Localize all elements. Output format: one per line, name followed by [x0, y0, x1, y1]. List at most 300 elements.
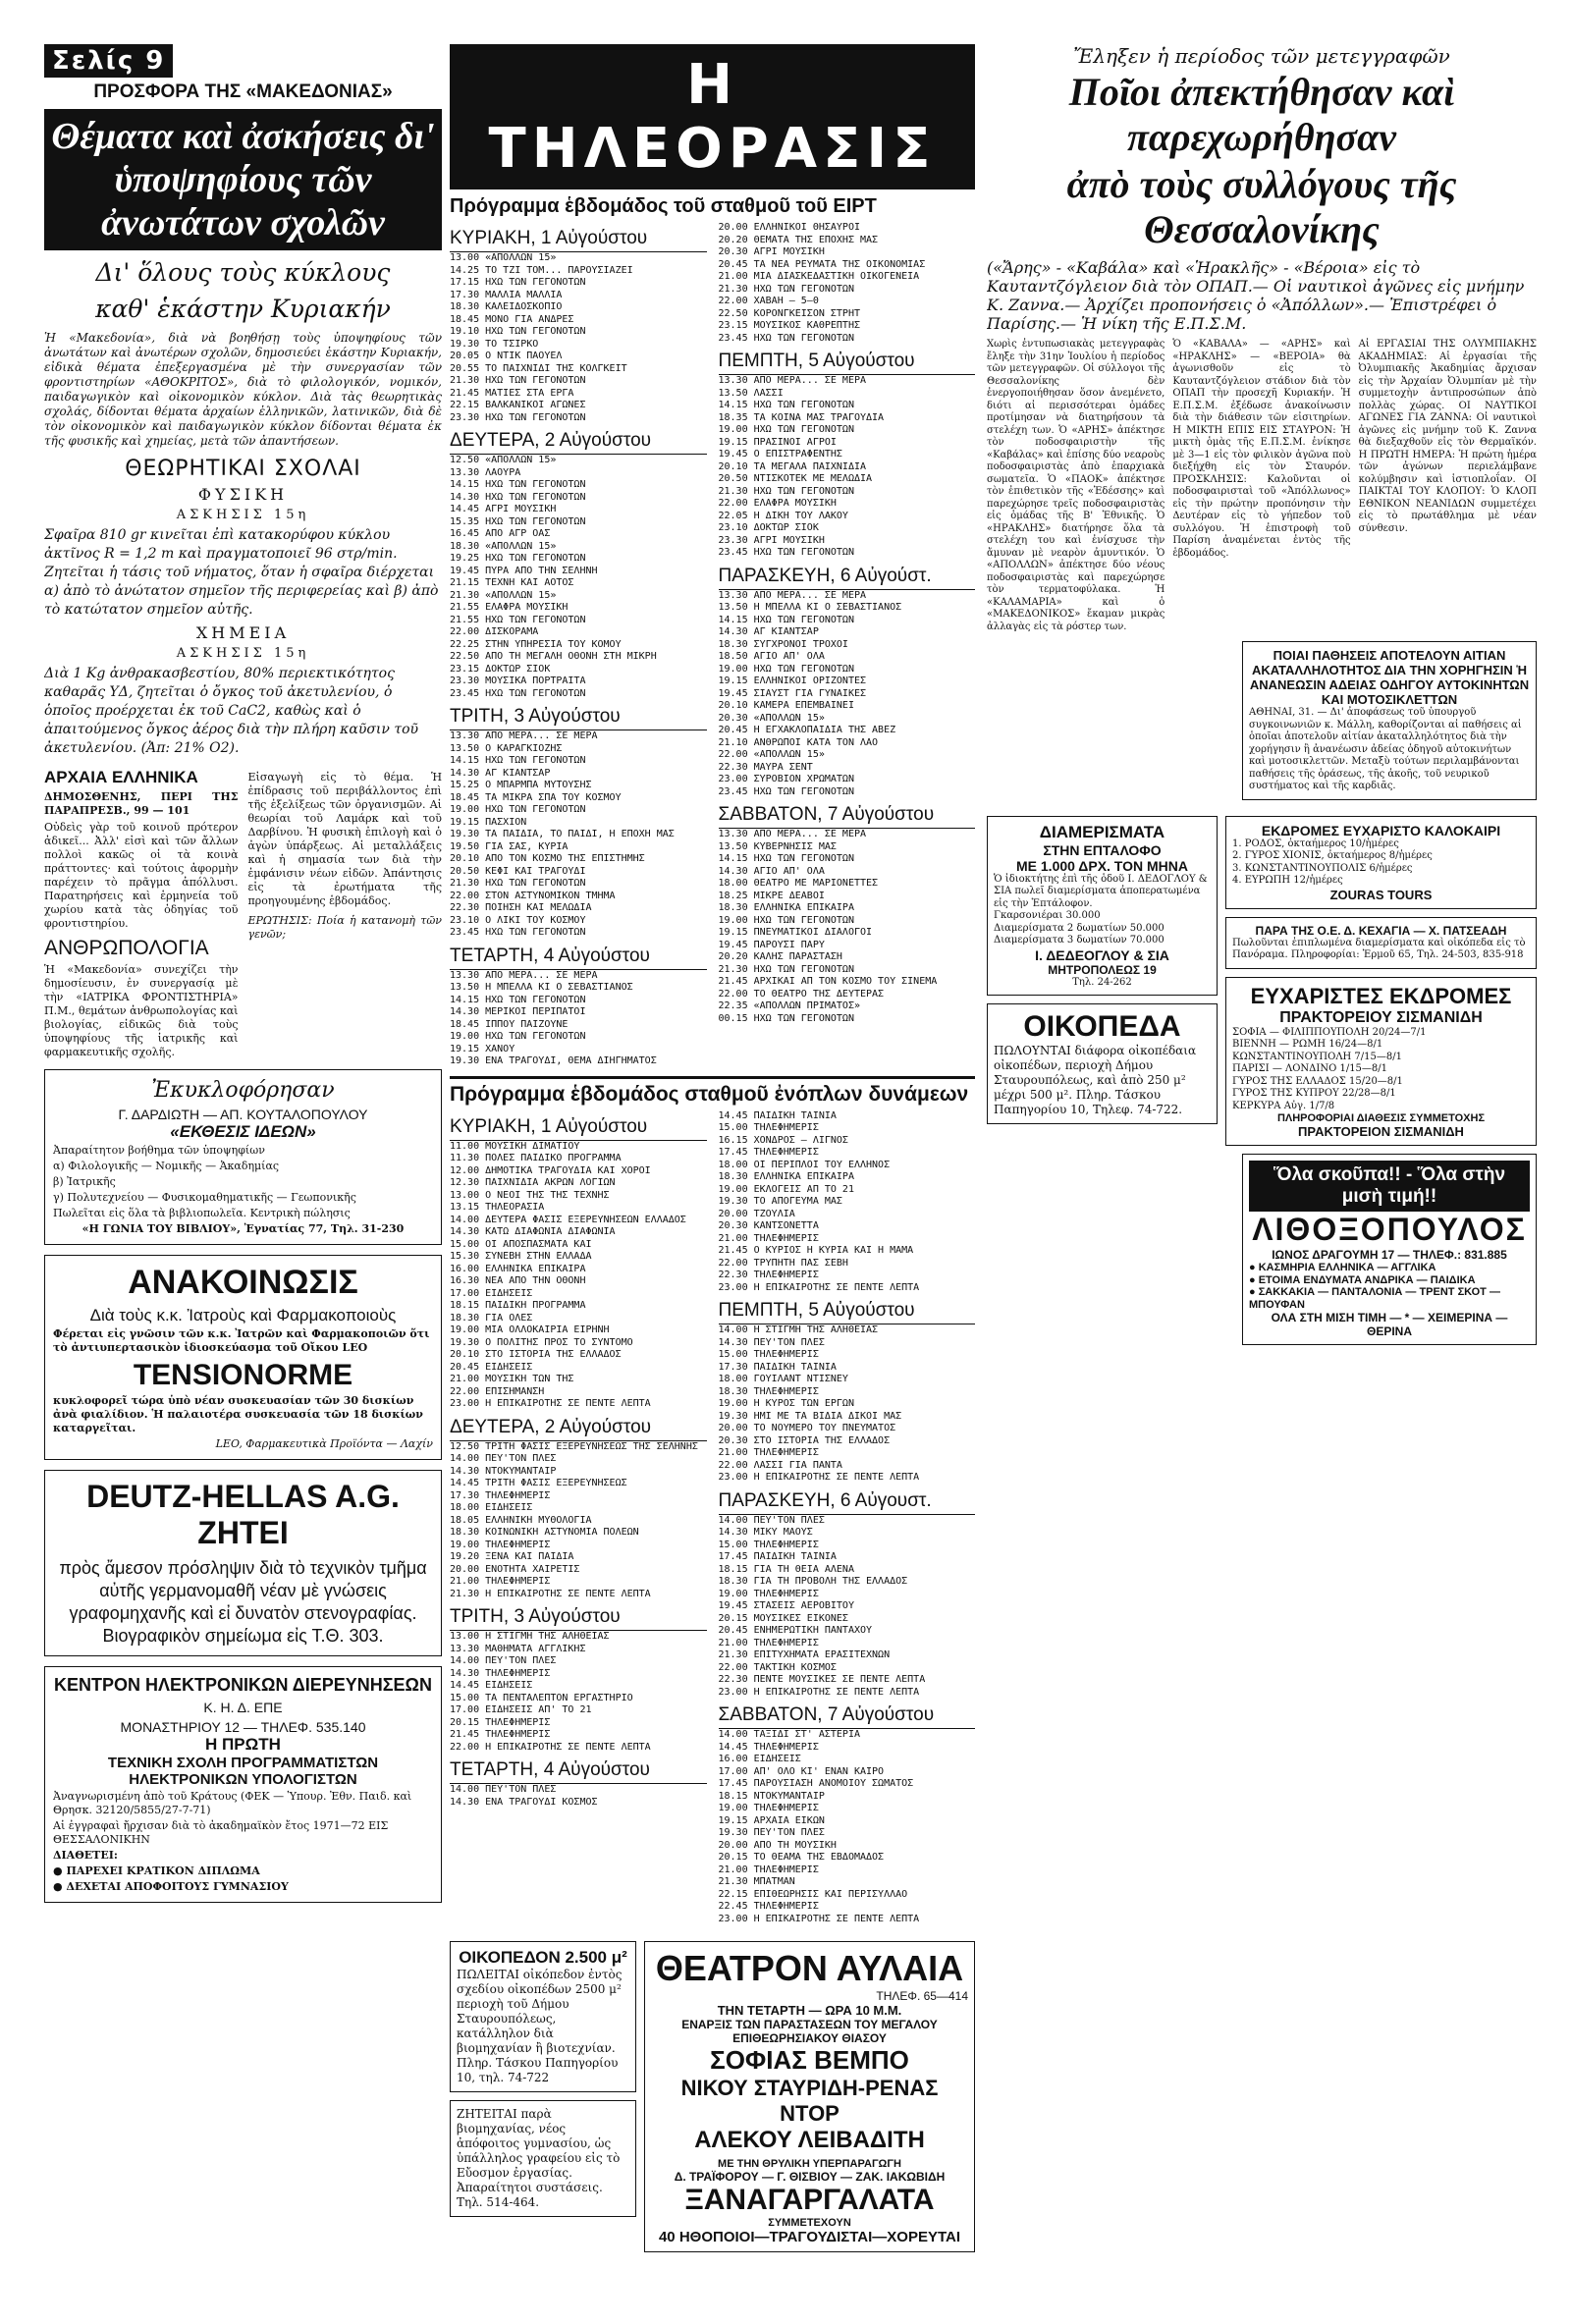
schedule-item: 20.00 ΕΛΛΗΝΙΚΟΙ ΘΗΣΑΥΡΟΙ [718, 222, 860, 233]
schedule-item: 22.00 ΣΤΟΝ ΑΣΤΥΝΟΜΙΚΟΝ ΤΜΗΜΑ [450, 890, 616, 901]
sismanidis-row: ΒΙΕΝΝΗ — ΡΩΜΗ 16/24—8/1 [1232, 1039, 1383, 1050]
schedule-item: 22.00 ΧΑΒΑΗ — 5—0 [718, 296, 819, 306]
book-ad-line: γ) Πολυτεχνείου — Φυσικομαθηματικῆς — Γεωπονικῆς [53, 1191, 356, 1204]
lithox-top: Ὅλα σκοῦπα!! - Ὅλα στὴν μισὴ τιμή!! [1249, 1161, 1530, 1212]
schedule-item: 13.00 «ΑΠΟΛΛΩΝ 15» [450, 252, 557, 263]
schedule-item: 18.30 «ΑΠΟΛΛΩΝ 15» [450, 540, 557, 552]
schedule-item: 13.00 Ο ΝΕΟΙ ΤΗΣ ΤΗΣ ΤΕΧΝΗΣ [450, 1189, 610, 1201]
sismanidis-row: ΚΩΝΣΤΑΝΤΙΝΟΥΠΟΛΗ 7/15—8/1 [1232, 1051, 1402, 1062]
schedule-item: 20.45 ΕΝΗΜΕΡΩΤΙΚΗ ΠΑΝΤΑΧΟΥ [718, 1625, 873, 1636]
schedule-item: 21.00 ΜΟΥΣΙΚΗ ΤΩΝ ΤΗΣ [450, 1374, 574, 1384]
schedule-item: 22.00 ΕΛΑΦΡΑ ΜΟΥΣΙΚΗ [718, 498, 837, 509]
schedule-item: 22.05 Η ΔΙΚΗ ΤΟΥ ΛΑΚΟΥ [718, 510, 848, 521]
deutz-seeks: ΖΗΤΕΙ [197, 1515, 289, 1550]
book-ad-title: Ἐκυκλοφόρησαν [151, 1078, 335, 1103]
schedule-item: 19.30 ΗΜΙ ΜΕ ΤΑ ΒΙΔΙΑ ΔΙΚΟΙ ΜΑΣ [718, 1410, 902, 1422]
book-ad-line: Ἀπαραίτητον βοήθημα τῶν ὑποψηφίων [53, 1144, 265, 1157]
eirt-schedule [450, 222, 975, 1068]
schedule-item: 14.30 ΕΝΑ ΤΡΑΓΟΥΔΙ ΚΟΣΜΟΣ [450, 1796, 598, 1808]
schedule-item: 14.30 ΑΓΙΟ ΑΠ' ΟΛΑ [718, 865, 825, 877]
schedule-item: 22.30 ΠΟΙΗΣΗ ΚΑΙ ΜΕΛΩΔΙΑ [450, 902, 592, 913]
left-column [44, 44, 442, 2283]
schedule-item: 16.00 ΕΙΔΗΣΕΙΣ [718, 1754, 801, 1764]
anthropology-question: ΕΡΩΤΗΣΙΣ: Ποία ἡ κατανομὴ τῶν γενῶν; [247, 914, 442, 941]
notice-sub: Διὰ τοὺς κ.κ. Ἰατροὺς καὶ Φαρμακοποιοὺς [89, 1306, 397, 1324]
notice-ad [44, 1255, 442, 1460]
schedule-item: 22.25 ΣΤΗΝ ΥΠΗΡΕΣΙΑ ΤΟΥ ΚΟΜΟΥ [450, 638, 622, 650]
schedule-item: 22.00 ΛΑΣΣΙ ΓΙΑ ΠΑΝΤΑ [718, 1459, 842, 1471]
col3-right-ads [1225, 808, 1537, 1147]
schedule-item: 19.45 ΠΥΡΑ ΑΠΟ ΤΗΝ ΣΕΛΗΝΗ [450, 565, 598, 576]
schedule-item: 19.15 ΕΛΛΗΝΙΚΟΙ ΟΡΙΖΟΝΤΕΣ [718, 676, 867, 686]
schedule-item: 20.20 ΘΕΜΑΤΑ ΤΗΣ ΕΠΟΧΗΣ ΜΑΣ [718, 234, 879, 245]
schedule-item: 19.30 Ο ΠΟΛΙΤΗΣ ΠΡΟΣ ΤΟ ΣΥΝΤΟΜΟ [450, 1336, 633, 1348]
schedule-item: 20.00 ΑΠΟ ΤΗ ΜΟΥΣΙΚΗ [718, 1839, 837, 1851]
trips-ad [1225, 816, 1537, 909]
schedule-item: 19.00 ΗΧΩ ΤΩΝ ΓΕΓΟΝΟΤΩΝ [718, 914, 854, 926]
transfers-body [987, 339, 1537, 633]
schedule-item: 18.00 ΟΙ ΠΕΡΙΠΛΟΙ ΤΟΥ ΕΛΛΗΝΟΣ [718, 1159, 891, 1170]
plot-ad [450, 1941, 636, 2092]
schedule-item: 15.00 ΤΗΛΕΦΗΜΕΡΙΣ [718, 1539, 819, 1550]
schedule-item: 12.50 «ΑΠΟΛΛΩΝ 15» [450, 455, 557, 465]
schedule-day: ΠΑΡΑΣΚΕΥΗ, 6 Αὐγουστ. [719, 1490, 976, 1515]
schedule-item: 20.55 ΤΟ ΠΑΙΧΝΙΔΙ ΤΗΣ ΚΟΛΓΚΕΙΤ [450, 362, 627, 374]
transfers-sub: («Ἄρης» - «Καβάλα» καὶ «Ἡρακλῆς» - «Βέροια» εἰς τὸ Καυταντζόγλειον διὰ τὸν ΟΠΑΠ.— Οἱ ναυτικοὶ ἀγῶνες εἰς μνήμην Κ. Ζαννα.— Ἀρχίζει προπονήσεις ὁ «Ἀπόλλων».— Ἐπιστρέφει ὁ Παρίσης.— Ἡ νίκη τῆς Ε.Π.Σ.Μ. [987, 258, 1525, 333]
schedule-item: 18.45 ΤΑ ΜΙΚΡΑ ΣΠΑ ΤΟΥ ΚΟΣΜΟΥ [450, 791, 622, 803]
theatre-star2: ΝΙΚΟΥ ΣΤΑΥΡΙΔΗ-ΡΕΝΑΣ ΝΤΟΡ [680, 2076, 939, 2126]
schedule-item: 23.00 Η ΕΠΙΚΑΙΡΟΤΗΣ ΣΕ ΠΕΝΤΕ ΛΕΠΤΑ [718, 1686, 920, 1698]
schedule-item: 20.45 Η ΕΓΧΑΚΛΟΠΑΙΔΙΑ ΤΗΣ ΑΒΕΖ [718, 725, 896, 735]
physics-exercise-title: ΑΣΚΗΣΙΣ 15η [176, 508, 310, 522]
schedule-item: 15.35 ΗΧΩ ΤΩΝ ΓΕΓΟΝΟΤΩΝ [450, 515, 586, 527]
trips-row: 1. ΡΟΔΟΣ, ὀκταήμερος 10/ἡμέρες [1232, 838, 1399, 849]
transfers-col-2: Ὁ «ΚΑΒΑΛΑ» — «ΑΡΗΣ» καὶ «ΗΡΑΚΛΗΣ» — «ΒΕΡΟΙΑ» θὰ ἀγωνισθοῦν εἰς τὸ Καυταντζόγλειον στάδιον διὰ τὸν ΟΠΑΠ τὴν προσεχῆ Κυριακήν. Ἡ Ε.Π.Σ.Μ. ἐξέδωσε ἀνακοίνωσιν διὰ τὴν διάθεσιν τῶν εἰσιτηρίων. Η ΜΙΚΤΗ ΕΠΙΣ ΕΙΣ ΣΤΑΥΡΟΝ: Ἡ μικτὴ ὁμὰς τῆς Ε.Π.Σ.Μ. ἐνίκησε μὲ 3—1 εἰς τὸν φιλικὸν ἀγῶνα ποὺ διεξήχθη εἰς τὸν Σταυρόν. ΠΡΟΣΚΛΗΣΙΣ: Καλοῦνται οἱ ποδοσφαιρισταὶ τοῦ «Ἀπόλλωνος» εἰς τὴν πρώτην προπόνησιν τὴν Δευτέραν εἰς τὸ γήπεδον τοῦ συλλόγου. Ἡ ἐπιστροφὴ τοῦ Παρίση ἀναμένεται ἐντὸς τῆς ἑβδομάδος. [1172, 339, 1351, 559]
schedule-item: 16.00 ΕΛΛΗΝΙΚΑ ΕΠΙΚΑΙΡΑ [450, 1263, 586, 1274]
schedule-item: 13.50 Ο ΚΑΡΑΓΚΙΟΖΗΣ [450, 742, 563, 754]
schedule-item: 18.30 ΚΟΙΝΩΝΙΚΗ ΑΣΤΥΝΟΜΙΑ ΠΟΛΕΩΝ [450, 1527, 639, 1538]
schedule-item: 21.00 ΜΙΑ ΔΙΑΣΚΕΔΑΣΤΙΚΗ ΟΙΚΟΓΕΝΕΙΑ [718, 271, 920, 282]
schedule-item: 12.30 ΠΑΙΧΝΙΔΙΑ ΑΚΡΩΝ ΛΟΓΙΩΝ [450, 1177, 616, 1188]
schedule-item: 23.10 Ο ΛΙΚΙ ΤΟΥ ΚΟΣΜΟΥ [450, 914, 586, 926]
schedule-item: 17.30 ΤΗΛΕΦΗΜΕΡΙΣ [450, 1489, 551, 1501]
schedule-item: 19.15 ΑΡΧΑΙΑ ΕΙΚΩΝ [718, 1814, 825, 1826]
theatre-start: ΕΝΑΡΞΙΣ ΤΩΝ ΠΑΡΑΣΤΑΣΕΩΝ ΤΟΥ ΜΕΓΑΛΟΥ ΕΠΙΘΕΩΡΗΣΙΑΚΟΥ ΘΙΑΣΟΥ [681, 2018, 938, 2045]
schedule-item: 19.25 ΗΧΩ ΤΩΝ ΓΕΓΟΝΟΤΩΝ [450, 553, 586, 564]
schedule-item: 19.30 ΤΑ ΠΑΙΔΙΑ, ΤΟ ΠΑΙΔΙ, Η ΕΠΟΧΗ ΜΑΣ [450, 829, 675, 839]
schedule-item: 00.15 ΗΧΩ ΤΩΝ ΓΕΓΟΝΟΤΩΝ [718, 1012, 854, 1024]
schedule-item: 22.00 ΤΑΚΤΙΚΗ ΚΟΣΜΟΣ [718, 1661, 837, 1673]
transfers-col-1: Χωρὶς ἐντυπωσιακὰς μετεγγραφὰς ἔληξε τὴν 31ην Ἰουλίου ἡ περίοδος τῶν μετεγγραφῶν. Οἱ σύλλογοι τῆς Θεσσαλονίκης δὲν ἐνεργοποιήθησαν ὅσον ἀνεμένετο, διότι αἱ περισσότεραι ὁμάδες προτίμησαν νὰ διατηρήσουν τὰ στελέχη των. Ὁ «ΑΡΗΣ» ἀπέκτησε τὸν ποδοσφαιριστὴν τῆς «Καβάλας» καὶ ἐπίσης δύο νεαροὺς ποδοσφαιριστὰς ἀπὸ ἐπαρχιακὰ σωματεῖα. Ὁ «ΠΑΟΚ» ἀπέκτησε τὸν ἐπιθετικὸν τῆς «Ἐδέσσης» καὶ παρεχώρησε τρεῖς ποδοσφαιριστὰς εἰς ὁμάδας τῆς Β' Ἐθνικῆς. Ὁ «ΗΡΑΚΛΗΣ» διατήρησε ὅλα τὰ στελέχη του καὶ ἐνίσχυσε τὴν ἄμυναν μὲ νεαρὸν ἀμυντικόν. Ὁ «ΑΠΟΛΛΩΝ» ἀπέκτησε δύο νέους ποδοσφαιριστὰς καὶ παρεχώρησε τὸν τερματοφύλακα. Ἡ «ΚΑΛΑΜΑΡΙΑ» καὶ ὁ «ΜΑΚΕΔΟΝΙΚΟΣ» ἔκαμαν μικρὰς ἀλλαγὰς εἰς τὰ ρόστερ των. [987, 339, 1165, 632]
schedule-item: 21.00 ΤΗΛΕΦΗΜΕΡΙΣ [718, 1637, 819, 1648]
transfers-headline-2: ἀπὸ τοὺς συλλόγους τῆς Θεσσαλονίκης [1066, 162, 1457, 251]
theatre-star3: ΑΛΕΚΟΥ ΛΕΙΒΑΔΙΤΗ [694, 2127, 925, 2153]
sismanidis-row: ΓΥΡΟΣ ΤΗΣ ΕΛΛΑΔΟΣ 15/20—8/1 [1232, 1075, 1403, 1087]
schedule-item: 20.05 Ο ΝΤΙΚ ΠΑΟΥΕΛ [450, 351, 563, 361]
schedule-item: 14.15 ΗΧΩ ΤΩΝ ΓΕΓΟΝΟΤΩΝ [718, 614, 854, 625]
notice-signature: LEO, Φαρμακευτικὰ Προϊόντα — Λαχίν [215, 1437, 433, 1450]
schedule-item: 14.45 ΠΑΙΔΙΚΗ ΤΑΙΝΙΑ [718, 1109, 837, 1121]
apartments-tel: Τηλ. 24-262 [1072, 976, 1132, 988]
schedule-item: 16.30 ΝΕΑ ΑΠΟ ΤΗΝ ΟΘΟΝΗ [450, 1275, 586, 1286]
sismanidis-ad [1225, 977, 1537, 1147]
schedule-item: 14.30 ΤΗΛΕΦΗΜΕΡΙΣ [450, 1667, 551, 1679]
schedule-item: 14.00 ΔΕΥΤΕΡΑ ΦΑΣΙΣ ΕΞΕΡΕΥΝΗΣΕΩΝ ΕΛΛΑΔΟΣ [450, 1214, 686, 1225]
schedule-item: 14.15 ΗΧΩ ΤΩΝ ΓΕΓΟΝΟΤΩΝ [718, 400, 854, 410]
ancient-greek-sub: ΔΗΜΟΣΘΕΝΗΣ, ΠΕΡΙ ΤΗΣ ΠΑΡΑΠΡΕΣΒ., 99 — 101 [44, 790, 239, 817]
notice-text2: κυκλοφορεῖ τώρα ὑπὸ νέαν συσκευασίαν τῶν 30 δισκίων ἀνὰ φιαλίδιον. Ἡ παλαιοτέρα συσκευασία τῶν 18 δισκίων καταργεῖται. [53, 1394, 423, 1434]
schedule-item: 20.00 ΤΟ ΝΟΥΜΕΡΟ ΤΟΥ ΠΝΕΥΜΑΤΟΣ [718, 1423, 896, 1433]
schedule-item: 20.15 ΜΟΥΣΙΚΕΣ ΕΙΚΟΝΕΣ [718, 1612, 848, 1624]
schedule-item: 23.30 ΜΟΥΣΙΚΑ ΠΟΡΤΡΑΙΤΑ [450, 676, 586, 686]
schedule-item: 22.00 Η ΕΠΙΚΑΙΡΟΤΗΣ ΣΕ ΠΕΝΤΕ ΛΕΠΤΑ [450, 1741, 651, 1753]
schedule-item: 14.00 ΠΕΥ'ΤΟΝ ΠΛΕΣ [450, 1453, 557, 1464]
schedule-item: 13.30 ΜΑΘΗΜΑΤΑ ΑΓΓΛΙΚΗΣ [450, 1643, 586, 1654]
book-ad-line: α) Φιλολογικῆς — Νομικῆς — Ἀκαδημίας [53, 1160, 280, 1172]
schedule-item: 23.00 Η ΕΠΙΚΑΙΡΟΤΗΣ ΣΕ ΠΕΝΤΕ ΛΕΠΤΑ [450, 1398, 651, 1409]
schedule-item: 14.45 ΕΙΔΗΣΕΙΣ [450, 1680, 533, 1691]
schedule-item: 21.30 ΜΠΑΤΜΑΝ [718, 1876, 795, 1887]
exams-sub1: Δι' ὅλους τοὺς κύκλους [95, 258, 391, 287]
schedule-item: 22.00 ΕΠΙΣΗΜΑΝΣΗ [450, 1385, 545, 1397]
schedule-item: 14.30 ΑΓ ΚΙΑΝΤΣΑΡ [450, 767, 551, 779]
schedule-item: 14.00 ΤΑΞΙΔΙ ΣΤ' ΑΣΤΕΡΙΑ [718, 1729, 860, 1740]
schedule-day: ΠΕΜΠΤΗ, 5 Αὐγούστου [719, 351, 976, 375]
schedule-item: 19.00 ΗΧΩ ΤΩΝ ΓΕΓΟΝΟΤΩΝ [450, 1031, 586, 1042]
col2-left-ads [450, 1933, 636, 2252]
sismanidis-title: ΕΥΧΑΡΙΣΤΕΣ ΕΚΔΡΟΜΕΣ [1250, 983, 1512, 1008]
col2-ads [450, 1933, 975, 2252]
schedule-item: 14.30 ΜΙΚΥ ΜΑΟΥΣ [718, 1527, 813, 1538]
theatre-title: ΘΕΑΤΡΟΝ ΑΥΛΑΙΑ [655, 1948, 964, 1988]
schedule-item: 23.30 ΑΓΡΙ ΜΟΥΣΙΚΗ [718, 534, 825, 546]
lithox-bottom: ΟΛΑ ΣΤΗ ΜΙΣΗ ΤΙΜΗ — * — ΧΕΙΜΕΡΙΝΑ — ΘΕΡΙΝΑ [1271, 1311, 1508, 1338]
lithox-bullet: ● ΣΑΚΚΑΚΙΑ — ΠΑΝΤΑΛΟΝΙΑ — ΤΡΕΝΤ ΣΚΟΤ — ΜΠΟΥΦΑΝ [1249, 1286, 1500, 1311]
schedule-item: 14.25 ΤΟ ΤΖΙ ΤΟΜ... ΠΑΡΟΥΣΙΑΖΕΙ [450, 264, 633, 276]
schedule-item: 17.45 ΠΑΙΔΙΚΗ ΤΑΙΝΙΑ [718, 1551, 837, 1562]
sismanidis-firm: ΠΡΑΚΤΟΡΕΙΟΝ ΣΙΣΜΑΝΙΔΗ [1298, 1124, 1464, 1139]
schedule-item: 19.00 ΗΧΩ ΤΩΝ ΓΕΓΟΝΟΤΩΝ [718, 663, 854, 675]
schedule-item: 13.30 ΑΠΟ ΜΕΡΑ... ΣΕ ΜΕΡΑ [718, 589, 867, 601]
schedule-item: 14.30 ΜΕΡΙΚΟΙ ΠΕΡΙΠΑΤΟΙ [450, 1006, 586, 1017]
schedule-item: 21.10 ΑΝΘΡΩΠΟΙ ΚΑΤΑ ΤΟΝ ΛΑΟ [718, 736, 879, 748]
apartments-firm: Ι. ΔΕΔΕΟΓΛΟΥ & ΣΙΑ [1035, 946, 1169, 963]
schedule-item: 22.50 ΑΠΟ ΤΗ ΜΕΓΑΛΗ ΟΘΟΝΗ ΣΤΗ ΜΙΚΡΗ [450, 651, 657, 662]
trips-org: ZOURAS TOURS [1329, 887, 1433, 902]
exams-headline: Θέματα καὶ ἀσκήσεις δι' ὑποψηφίους τῶν ἀνωτάτων σχολῶν [44, 109, 442, 250]
schedule-item: 17.00 ΕΙΔΗΣΕΙΣ ΑΠ' ΤΟ 21 [450, 1704, 592, 1715]
sismanidis-row: ΠΑΡΙΣΙ — ΛΟΝΔΙΝΟ 1/15—8/1 [1232, 1063, 1388, 1074]
plot-info: Πληρ. Τάσκου Παπηγορίου 10, τηλ. 74-722 [457, 2056, 619, 2084]
eirt-schedule-left [450, 222, 707, 1068]
schedule-item: 21.00 ΤΗΛΕΦΗΜΕΡΙΣ [718, 1864, 819, 1875]
lots-ad [987, 1003, 1218, 1124]
sismanidis-row: ΣΟΦΙΑ — ΦΙΛΙΠΠΟΥΠΟΛΗ 20/24—7/1 [1232, 1026, 1427, 1038]
lots-text: ΠΩΛΟΥΝΤΑΙ διάφορα οἰκοπέδαια οἰκοπέδων, περιοχὴ Δήμου Σταυρουπόλεως, καὶ ἀπὸ 250 μ² μέχρι 500 μ². Πληρ. Τάσκου Παπηγορίου 10, Τηλεφ. 74-722. [994, 1044, 1197, 1116]
eirt-schedule-right [719, 222, 976, 1068]
schedule-item: 18.05 ΕΛΛΗΝΙΚΗ ΜΥΘΟΛΟΓΙΑ [450, 1514, 592, 1526]
schedule-item: 23.00 Η ΕΠΙΚΑΙΡΟΤΗΣ ΣΕ ΠΕΝΤΕ ΛΕΠΤΑ [718, 1913, 920, 1924]
book-ad-line: «Η ΓΩΝΙΑ ΤΟΥ ΒΙΒΛΙΟΥ», Ἐγνατίας 77, Τηλ. 31-230 [81, 1222, 405, 1235]
apartments-cash: ΜΕ 1.000 ΔΡΧ. ΤΟΝ ΜΗΝΑ [1016, 857, 1188, 874]
schedule-item: 23.15 ΔΟΚΤΩΡ ΣΙΟΚ [450, 663, 551, 675]
schedule-item: 11.30 ΠΟΛΕΣ ΠΑΙΔΙΚΟ ΠΡΟΓΡΑΜΜΑ [450, 1153, 622, 1163]
schedule-item: 14.00 ΠΕΥ'ΤΟΝ ΠΛΕΣ [718, 1514, 825, 1526]
schedule-item: 14.15 ΗΧΩ ΤΩΝ ΓΕΓΟΝΟΤΩΝ [450, 479, 586, 490]
schedule-item: 21.30 «ΑΠΟΛΛΩΝ 15» [450, 589, 557, 601]
schedule-item: 19.15 ΠΝΕΥΜΑΤΙΚΟΙ ΔΙΑΛΟΓΟΙ [718, 927, 873, 938]
schedule-day: ΣΑΒΒΑΤΟΝ, 7 Αὐγούστου [719, 804, 976, 829]
computer-org: Κ. Η. Δ. ΕΠΕ [203, 1700, 283, 1715]
schedule-item: 19.45 ΣΙΑΥΣΤ ΓΙΑ ΓΥΝΑΙΚΕΣ [718, 687, 867, 699]
schedule-item: 12.50 ΤΡΙΤΗ ΦΑΣΙΣ ΕΞΕΡΕΥΝΗΣΕΩΣ ΤΗΣ ΣΕΛΗΝΗΣ [450, 1440, 698, 1452]
schedule-item: 23.45 ΗΧΩ ΤΩΝ ΓΕΓΟΝΟΤΩΝ [718, 785, 854, 797]
schedule-item: 21.30 ΗΧΩ ΤΩΝ ΓΕΓΟΝΟΤΩΝ [718, 485, 854, 497]
notice-text: Φέρεται εἰς γνῶσιν τῶν κ.κ. Ἰατρῶν καὶ Φαρμακοποιῶν ὅτι τὸ ἀντιυπερτασικὸν ἰδιοσκεύασμα τοῦ Οἴκου LEO [53, 1327, 430, 1354]
schedule-day: ΤΡΙΤΗ, 3 Αὐγούστου [450, 706, 707, 730]
schedule-item: 19.30 ΕΝΑ ΤΡΑΓΟΥΔΙ, ΘΕΜΑ ΔΙΗΓΗΜΑΤΟΣ [450, 1055, 657, 1066]
schedule-item: 20.30 ΚΑΝΤΣΟΝΕΤΤΑ [718, 1220, 819, 1231]
sismanidis-info: ΠΛΗΡΟΦΟΡΙΑΙ ΔΙΑΘΕΣΙΣ ΣΥΜΜΕΤΟΧΗΣ [1276, 1112, 1486, 1124]
army-schedule [450, 1110, 975, 1926]
schedule-item: 19.00 ΤΗΛΕΦΗΜΕΡΙΣ [718, 1588, 819, 1599]
schedule-item: 18.00 ΕΙΔΗΣΕΙΣ [450, 1502, 533, 1513]
schedule-item: 13.50 ΛΑΣΣΙ [718, 387, 784, 399]
schedule-item: 14.45 ΤΗΛΕΦΗΜΕΡΙΣ [718, 1741, 819, 1753]
schedule-item: 19.15 ΧΑΝΟΥ [450, 1043, 515, 1054]
schedule-item: 22.00 «ΑΠΟΛΛΩΝ 15» [718, 749, 825, 760]
theatre-phone: ΤΗΛΕΦ. 65—414 [876, 1989, 968, 2003]
book-ad-authors: Γ. ΔΑΡΔΙΩΤΗ — ΑΠ. ΚΟΥΤΑΛΟΠΟΥΛΟΥ [118, 1107, 368, 1122]
schedule-day: ΤΕΤΑΡΤΗ, 4 Αὐγούστου [450, 946, 707, 970]
schedule-day: ΣΑΒΒΑΤΟΝ, 7 Αὐγούστου [719, 1704, 976, 1729]
col3-ads [987, 808, 1537, 1147]
schedule-item: 19.00 ΤΗΛΕΦΗΜΕΡΙΣ [450, 1539, 551, 1550]
schedule-item: 21.30 ΕΠΙΤΥΧΗΜΑΤΑ ΕΡΑΣΙΤΕΧΝΩΝ [718, 1649, 891, 1660]
theatre-star1: ΣΟΦΙΑΣ ΒΕΜΠΟ [710, 2045, 909, 2075]
schedule-item: 15.00 ΤΗΛΕΦΗΜΕΡΙΣ [718, 1349, 819, 1360]
kechagia-ad [1225, 917, 1537, 969]
schedule-item: 14.15 ΗΧΩ ΤΩΝ ΓΕΓΟΝΟΤΩΝ [718, 853, 854, 864]
schedule-item: 22.00 ΤΟ ΘΕΑΤΡΟ ΤΗΣ ΔΕΥΤΕΡΑΣ [718, 988, 885, 1000]
schedule-item: 17.45 ΤΗΛΕΦΗΜΕΡΙΣ [718, 1147, 819, 1158]
schedule-item: 22.15 ΕΠΙΘΕΩΡΗΣΙΣ ΚΑΙ ΠΕΡΙΣΥΛΛΑΟ [718, 1888, 908, 1900]
schedule-item: 22.35 «ΑΠΟΛΛΩΝ ΠΡΙΜΑΤΟΣ» [718, 1000, 860, 1011]
schedule-item: 14.30 ΗΧΩ ΤΩΝ ΓΕΓΟΝΟΤΩΝ [450, 491, 586, 503]
transfers-kicker: Ἔληξεν ἡ περίοδος τῶν μετεγγραφῶν [1073, 44, 1450, 68]
computer-school: ΤΕΧΝΙΚΗ ΣΧΟΛΗ ΠΡΟΓΡΑΜΜΑΤΙΣΤΩΝ ΗΛΕΚΤΡΟΝΙΚΩΝ ΥΠΟΛΟΓΙΣΤΩΝ [107, 1755, 379, 1788]
schedule-item: 23.45 ΗΧΩ ΤΩΝ ΓΕΓΟΝΟΤΩΝ [450, 687, 586, 699]
schedule-item: 18.30 ΓΙΑ ΤΗ ΠΡΟΒΟΛΗ ΤΗΣ ΕΛΛΑΔΟΣ [718, 1576, 908, 1587]
schedule-item: 19.00 ΜΙΑ ΟΛΛΟΚΑΙΡΙΑ ΕΙΡΗΝΗ [450, 1324, 610, 1335]
schedule-item: 14.30 ΠΕΥ'ΤΟΝ ΠΛΕΣ [718, 1336, 825, 1348]
army-schedule-right [719, 1110, 976, 1926]
schedule-item: 18.15 ΠΑΙΔΙΚΗ ΠΡΟΓΡΑΜΜΑ [450, 1300, 586, 1311]
schedule-item: 18.45 ΙΠΠΟΥ ΠΑΙΖΟΥΝΕ [450, 1018, 569, 1030]
schedule-item: 16.15 ΧΟΝΔΡΟΣ — ΛΙΓΝΟΣ [718, 1134, 848, 1146]
schedule-item: 23.45 ΗΧΩ ΤΩΝ ΓΕΓΟΝΟΤΩΝ [718, 332, 854, 344]
schedule-item: 23.00 ΣΥΡΟΒΙΟΝ ΧΡΩΜΑΤΩΝ [718, 774, 854, 784]
trips-row: 2. ΓΥΡΟΣ ΧΙΟΝΙΣ, ὀκταήμερος 8/ἡμέρες [1232, 850, 1433, 861]
schedule-item: 21.00 ΤΗΛΕΦΗΜΕΡΙΣ [718, 1232, 819, 1244]
schedule-item: 21.30 ΗΧΩ ΤΩΝ ΓΕΓΟΝΟΤΩΝ [718, 963, 854, 975]
schedule-item: 20.20 ΚΑΛΗΣ ΠΑΡΑΣΤΑΣΗ [718, 951, 842, 962]
theatre-part: ΣΥΜΜΕΤΕΧΟΥΝ [768, 2217, 851, 2229]
schedule-item: 19.15 ΠΡΑΣΙΝΟΙ ΑΓΡΟΙ [718, 436, 837, 448]
exams-right-subcolumn [248, 768, 443, 1059]
schedule-day: ΔΕΥΤΕΡΑ, 2 Αὐγούστου [450, 430, 707, 455]
schedule-item: 21.30 ΗΧΩ ΤΩΝ ΓΕΓΟΝΟΤΩΝ [718, 283, 854, 295]
theatre-with: ΜΕ ΤΗΝ ΘΡΥΛΙΚΗ ΥΠΕΡΠΑΡΑΓΩΓΗ [718, 2158, 901, 2170]
deutz-ad [44, 1470, 442, 1656]
computer-inscriptions: Αἱ ἐγγραφαὶ ἤρχισαν διὰ τὸ ἀκαδημαϊκὸν ἔτος 1971—72 ΕΙΣ ΘΕΣΣΑΛΟΝΙΚΗΝ [53, 1819, 389, 1846]
schedule-item: 19.50 ΓΙΑ ΣΑΣ, ΚΥΡΙΑ [450, 840, 569, 852]
apartments-ad [987, 816, 1218, 997]
lithox-bullet: ● ΕΤΟΙΜΑ ΕΝΔΥΜΑΤΑ ΑΝΔΡΙΚΑ — ΠΑΙΔΙΚΑ [1249, 1273, 1476, 1286]
schedule-item: 22.00 ΔΙΣΚΟΡΑΜΑ [450, 626, 539, 637]
tv-masthead: Η ΤΗΛΕΟΡΑΣΙΣ [450, 44, 975, 189]
tv-column [450, 44, 975, 2283]
schedule-item: 23.10 ΔΟΚΤΩΡ ΣΙΟΚ [718, 522, 819, 533]
schedule-item: 17.00 ΑΠ' ΟΛΟ ΚΙ' ΕΝΑΝ ΚΑΙΡΟ [718, 1765, 885, 1777]
schedule-item: 13.30 ΑΠΟ ΜΕΡΑ... ΣΕ ΜΕΡΑ [718, 375, 867, 386]
schedule-item: 18.45 ΜΟΝΟ ΓΙΑ ΑΝΔΡΕΣ [450, 313, 574, 325]
schedule-item: 23.15 ΜΟΥΣΙΚΟΣ ΚΑΘΡΕΠΤΗΣ [718, 320, 860, 331]
book-ad-line: β) Ἰατρικῆς [53, 1175, 116, 1188]
job-text: ΖΗΤΕΙΤΑΙ παρὰ βιομηχανίας, νέος ἀπόφοιτος γυμνασίου, ὡς ὑπάλληλος γραφείου εἰς τὸ Εὔοσμον ἐργασίας. Ἀπαραίτητοι συστάσεις. Τηλ. 514-464. [457, 2107, 621, 2209]
schedule-item: 17.30 ΜΑΛΛΙΑ ΜΑΛΛΙΑ [450, 289, 563, 300]
schedule-item: 19.45 Ο ΕΠΙΣΤΡΑΦΕΝΤΗΣ [718, 449, 842, 459]
schedule-day: ΔΕΥΤΕΡΑ, 2 Αὐγούστου [450, 1417, 707, 1441]
apartments-address: ΜΗΤΡΟΠΟΛΕΩΣ 19 [1048, 962, 1157, 977]
schedule-item: 17.45 ΠΑΡΟΥΣΙΑΣΗ ΑΝΟΜΟΙΟΥ ΣΩΜΑΤΟΣ [718, 1778, 914, 1789]
schedule-item: 20.30 ΑΓΡΙ ΜΟΥΣΙΚΗ [718, 246, 825, 257]
schedule-item: 19.10 ΗΧΩ ΤΩΝ ΓΕΓΟΝΟΤΩΝ [450, 326, 586, 337]
theatre-when: ΤΗΝ ΤΕΤΑΡΤΗ — ΩΡΑ 10 Μ.Μ. [717, 2003, 902, 2018]
sismanidis-row: ΚΕΡΚΥΡΑ Αὐγ. 1/7/8 [1232, 1100, 1335, 1111]
schedule-item: 20.30 ΣΤΟ ΙΣΤΟΡΙΑ ΤΗΣ ΕΛΛΑΔΟΣ [718, 1434, 891, 1446]
theatre-show: ΞΑΝΑΓΑΡΓΑΛΑΤΑ [684, 2184, 935, 2216]
schedule-item: 13.30 ΛΑΟΥΡΑ [450, 466, 521, 478]
schedule-item: 13.50 Η ΜΠΕΛΛΑ ΚΙ Ο ΣΕΒΑΣΤΙΑΝΟΣ [718, 602, 902, 613]
schedule-item: 18.35 ΤΑ ΚΟΙΝΑ ΜΑΣ ΤΡΑΓΟΥΔΙΑ [718, 411, 885, 423]
schedule-item: 15.25 Ο ΜΠΑΡΜΠΑ ΜΥΤΟΥΣΗΣ [450, 780, 592, 790]
schedule-day: ΠΕΜΠΤΗ, 5 Αὐγούστου [719, 1300, 976, 1324]
schedule-item: 20.10 ΑΠΟ ΤΟΝ ΚΟΣΜΟ ΤΗΣ ΕΠΙΣΤΗΜΗΣ [450, 853, 645, 864]
schedule-day: ΚΥΡΙΑΚΗ, 1 Αὐγούστου [450, 228, 707, 252]
apartments-title: ΔΙΑΜΕΡΙΣΜΑΤΑ [1039, 822, 1165, 841]
exams-two-columns [44, 768, 442, 1059]
schedule-item: 23.30 ΗΧΩ ΤΩΝ ΓΕΓΟΝΟΤΩΝ [450, 411, 586, 423]
col3-left-ads [987, 808, 1218, 1147]
schedule-item: 15.00 ΤΑ ΠΕΝΤΑΛΕΠΤΟΝ ΕΡΓΑΣΤΗΡΙΟ [450, 1692, 633, 1703]
computer-diathetei: ΔΙΑΘΕΤΕΙ: [53, 1849, 118, 1862]
schedule-item: 22.30 ΠΕΝΤΕ ΜΟΥΣΙΚΕΣ ΣΕ ΠΕΝΤΕ ΛΕΠΤΑ [718, 1674, 926, 1685]
schedule-item: 18.30 ΤΗΛΕΦΗΜΕΡΙΣ [718, 1385, 819, 1397]
notice-product: TENSIONORME [133, 1359, 353, 1391]
computer-bullet: ● ΠΑΡΕΧΕΙ ΚΡΑΤΙΚΟΝ ΔΙΠΛΩΜΑ [53, 1865, 260, 1877]
theatre-writers: Δ. ΤΡΑΪΦΟΡΟΥ — Γ. ΘΙΣΒΙΟΥ — ΖΑΚ. ΙΑΚΩΒΙΔΗ [674, 2170, 946, 2184]
schedule-item: 15.30 ΣΥΝΕΒΗ ΣΤΗΝ ΕΛΛΑΔΑ [450, 1251, 592, 1262]
schedule-item: 14.45 ΤΡΙΤΗ ΦΑΣΙΣ ΕΞΕΡΕΥΝΗΣΕΩΣ [450, 1478, 627, 1488]
apartments-sub: ΣΤΗΝ ΕΠΤΑΛΟΦΟ [1043, 841, 1162, 858]
schedule-item: 21.55 ΗΧΩ ΤΩΝ ΓΕΓΟΝΟΤΩΝ [450, 614, 586, 625]
schedule-item: 13.00 Η ΣΤΙΓΜΗ ΤΗΣ ΑΛΗΘΕΙΑΣ [450, 1631, 610, 1642]
schedule-item: 18.15 ΓΙΑ ΤΗ ΘΕΙΑ ΑΛΕΝΑ [718, 1563, 854, 1575]
physics-text: Σφαῖρα 810 gr κινεῖται ἐπὶ κατακορύφου κύκλου ἀκτῖνος R = 1,2 m καὶ πραγματοποιεῖ 96 στρ/min. Ζητεῖται ἡ τάσις τοῦ νήματος, ὅταν ἡ σφαῖρα διέρχεται α) ἀπὸ τὸ ἀνώτατον σημεῖον τῆς περιφερείας καὶ β) ἀπὸ τὸ κατώτατον σημεῖον αὐτῆς. [44, 527, 439, 618]
schedule-day: ΤΕΤΑΡΤΗ, 4 Αὐγούστου [450, 1759, 707, 1784]
trips-title: ΕΚΔΡΟΜΕΣ ΕΥΧΑΡΙΣΤΟ ΚΑΛΟΚΑΙΡΙ [1261, 822, 1501, 838]
theory-section-title: ΘΕΩΡΗΤΙΚΑΙ ΣΧΟΛΑΙ [125, 457, 361, 481]
schedule-item: 19.20 ΞΕΝΑ ΚΑΙ ΠΑΙΔΙΑ [450, 1551, 574, 1562]
schedule-item: 13.50 Η ΜΠΕΛΛΑ ΚΙ Ο ΣΕΒΑΣΤΙΑΝΟΣ [450, 982, 633, 993]
notice-title: ΑΝΑΚΟΙΝΩΣΙΣ [128, 1264, 358, 1301]
book-ad [44, 1069, 442, 1245]
schedule-item: 21.55 ΕΛΑΦΡΑ ΜΟΥΣΙΚΗ [450, 602, 569, 613]
book-ad-line: Πωλεῖται εἰς ὅλα τὰ βιβλιοπωλεῖα. Κεντρικὴ πώλησις [53, 1207, 351, 1219]
lithox-address: ΙΩΝΟΣ ΔΡΑΓΟΥΜΗ 17 — ΤΗΛΕΦ.: 831.885 [1272, 1248, 1507, 1262]
schedule-item: 19.00 ΗΧΩ ΤΩΝ ΓΕΓΟΝΟΤΩΝ [450, 804, 586, 815]
sports-column [987, 44, 1537, 2283]
book-ad-book: «ΕΚΘΕΣΙΣ ΙΔΕΩΝ» [170, 1122, 316, 1141]
deutz-name: DEUTZ-HELLAS A.G. [86, 1479, 400, 1514]
schedule-item: 14.00 ΠΕΥ'ΤΟΝ ΠΛΕΣ [450, 1784, 557, 1795]
schedule-item: 20.00 ΕΝΟΤΗΤΑ ΧΑΙΡΕΤΙΣ [450, 1563, 580, 1575]
schedule-item: 15.00 ΟΙ ΑΠΟΣΠΑΣΜΑΤΑ ΚΑΙ [450, 1238, 592, 1250]
apartments-row: Διαμερίσματα 3 δωματίων 70.000 [994, 935, 1165, 946]
schedule-item: 18.25 ΜΙΚΡΕ ΔΕΑΒΟΙ [718, 890, 825, 901]
schedule-item: 18.15 ΝΤΟΚΥΜΑΝΤΑΙΡ [718, 1790, 825, 1802]
schedule-item: 19.00 ΗΧΩ ΤΩΝ ΓΕΓΟΝΟΤΩΝ [718, 424, 854, 435]
physics-title: ΦΥΣΙΚΗ [197, 485, 289, 504]
transfers-col-3: Αἱ ΕΡΓΑΣΙΑΙ ΤΗΣ ΟΛΥΜΠΙΑΚΗΣ ΑΚΑΔΗΜΙΑΣ: Αἱ ἐργασίαι τῆς Ὀλυμπιακῆς Ἀκαδημίας ἄρχισαν εἰς τὴν Ἀρχαίαν Ὀλυμπίαν μὲ τὴν συμμετοχὴν ἀντιπροσώπων ἀπὸ πολλὰς χώρας. ΟΙ ΝΑΥΤΙΚΟΙ ΑΓΩΝΕΣ ΓΙΑ ΖΑΝΝΑ: Οἱ ναυτικοὶ ἀγῶνες εἰς μνήμην τοῦ Κ. Ζαννα θὰ διεξαχθοῦν εἰς τὸν Θερμαϊκόν. Η ΠΡΩΤΗ ΗΜΕΡΑ: Ἡ πρώτη ἡμέρα τῶν ἀγώνων περιελάμβανε κολύμβησιν καὶ ἱστιοπλοΐαν. ΟΙ ΠΑΙΚΤΑΙ ΤΟΥ ΚΛΟΠΟΥ: Ὁ ΚΛΟΠ ΕΘΝΙΚΟΝ ΝΕΑΝΙΔΩΝ συμμετέχει εἰς τὸ πρωτάθλημα μὲ νέαν σύνθεσιν. [1358, 339, 1537, 534]
schedule-item: 12.00 ΔΗΜΟΤΙΚΑ ΤΡΑΓΟΥΔΙΑ ΚΑΙ ΧΟΡΟΙ [450, 1164, 651, 1176]
schedule-item: 21.00 ΤΗΛΕΦΗΜΕΡΙΣ [718, 1447, 819, 1458]
computer-title: ΚΕΝΤΡΟΝ ΗΛΕΚΤΡΟΝΙΚΩΝ ΔΙΕΡΕΥΝΗΣΕΩΝ [54, 1675, 432, 1695]
schedule-item: 18.00 ΘΕΑΤΡΟ ΜΕ ΜΑΡΙΟΝΕΤΤΕΣ [718, 878, 879, 889]
schedule-item: 19.15 ΠΑΣΧΙΟΝ [450, 816, 527, 828]
schedule-item: 17.30 ΠΑΙΔΙΚΗ ΤΑΙΝΙΑ [718, 1361, 837, 1373]
kechagia-text: Πωλοῦνται ἐπιπλωμένα διαμερίσματα καὶ οἰκόπεδα εἰς τὸ Πανόραμα. Πληροφορίαι: Ἐρμοῦ 65, Τηλ. 24-503, 835-918 [1232, 937, 1526, 960]
trips-row: 3. ΚΩΝΣΤΑΝΤΙΝΟΥΠΟΛΙΣ 6/ἡμέρες [1232, 862, 1413, 874]
schedule-item: 17.00 ΕΙΔΗΣΕΙΣ [450, 1287, 533, 1299]
chemistry-text: Διὰ 1 Kg ἀνθρακασβεστίου, 80% περιεκτικότητος καθαρᾶς ΥΔ, ζητεῖται ὁ ὄγκος τοῦ ἀκετυλενίου, ὁ ὁποῖος προέρχεται ἐκ τοῦ CaC2, καθὼς καὶ ὁ ἀπαιτούμενος ὄγκος ἀέρος διὰ τὴν πλήρη καῦσιν τοῦ ἀκετυλενίου. (Ἀπ: 21% O2). [44, 666, 419, 756]
schedule-item: 14.15 ΗΧΩ ΤΩΝ ΓΕΓΟΝΟΤΩΝ [450, 994, 586, 1005]
schedule-item: 20.30 «ΑΠΟΛΛΩΝ 15» [718, 712, 825, 724]
anthropology-text: Ἡ «Μακεδονία» συνεχίζει τὴν δημοσίευσιν, ἐν συνεργασίᾳ μὲ τὴν «ΙΑΤΡΙΚΑ ΦΡΟΝΤΙΣΤΗΡΙΑ» Π.Μ., θεμάτων ἀνθρωπολογίας καὶ βιολογίας, εἰδικῶς διὰ τοὺς ὑποψηφίους τῆς ἰατρικῆς καὶ φαρμακευτικῆς σχολῆς. [44, 963, 239, 1058]
schedule-item: 21.45 Ο ΚΥΡΙΟΣ Η ΚΥΡΙΑ ΚΑΙ Η ΜΑΜΑ [718, 1245, 914, 1256]
schedule-item: 22.00 ΤΡΥΠΗΤΗ ΠΑΣ ΣΕΒΗ [718, 1257, 848, 1269]
computer-bullet: ● ΔΕΧΕΤΑΙ ΑΠΟΦΟΙΤΟΥΣ ΓΥΜΝΑΣΙΟΥ [53, 1880, 289, 1893]
plot-title: ΟΙΚΟΠΕΔΟΝ 2.500 μ² [459, 1948, 627, 1967]
schedule-item: 20.15 ΤΟ ΘΕΑΜΑ ΤΗΣ ΕΒΔΟΜΑΔΟΣ [718, 1852, 885, 1863]
schedule-item: 20.15 ΤΗΛΕΦΗΜΕΡΙΣ [450, 1716, 551, 1728]
exams-left-subcolumn [44, 768, 239, 1059]
schedule-item: 17.15 ΗΧΩ ΤΩΝ ΓΕΓΟΝΟΤΩΝ [450, 277, 586, 288]
schedule-item: 22.45 ΤΗΛΕΦΗΜΕΡΙΣ [718, 1901, 819, 1912]
theatre-ad-wrapper [644, 1933, 975, 2252]
schedule-item: 20.10 ΣΤΟ ΙΣΤΟΡΙΑ ΤΗΣ ΕΛΛΑΔΟΣ [450, 1349, 622, 1360]
sismanidis-row: ΓΥΡΟΣ ΤΗΣ ΚΥΠΡΟΥ 22/28—8/1 [1232, 1088, 1396, 1099]
deutz-text: πρὸς ἄμεσον πρόσληψιν διὰ τὸ τεχνικὸν τμῆμα αὐτῆς γερμανομαθῆ νέαν μὲ γνώσεις γραφομηχανῆς καὶ εἰ δυνατὸν στενογραφίας. Βιογραφικὸν σημείωμα εἰς Τ.Θ. 303. [59, 1558, 427, 1646]
schedule-item: 22.50 ΚΟΡΟΝΓΚΕΙΣΟΝ ΣΤΡΗΤ [718, 307, 860, 319]
schedule-day: ΤΡΙΤΗ, 3 Αὐγούστου [450, 1606, 707, 1631]
anthropology-title: ΑΝΘΡΩΠΟΛΟΓΙΑ [44, 937, 209, 959]
chemistry-exercise-title: ΑΣΚΗΣΙΣ 15η [176, 646, 310, 661]
computer-first: Η ΠΡΩΤΗ [205, 1735, 281, 1754]
license-text: ΑΘΗΝΑΙ, 31. — Δι' ἀποφάσεως τοῦ ὑπουργοῦ συγκοινωνιῶν κ. Μάλλη, καθορίζονται αἱ παθήσεις αἱ ὁποῖαι ἀποτελοῦν αἰτίαν ἀκαταλληλότητος διὰ τὴν χορήγησιν ἢ ἀνανέωσιν ἀδείας ὁδηγοῦ αὐτοκινήτων καὶ μοτοσικλεττῶν. Μεταξὺ τούτων περιλαμβάνονται παθήσεις τῆς ὁράσεως, τῆς ἀκοῆς, τοῦ νευρικοῦ συστήματος καὶ τῆς καρδιᾶς. [1249, 707, 1522, 791]
computer-school-ad [44, 1666, 442, 1903]
